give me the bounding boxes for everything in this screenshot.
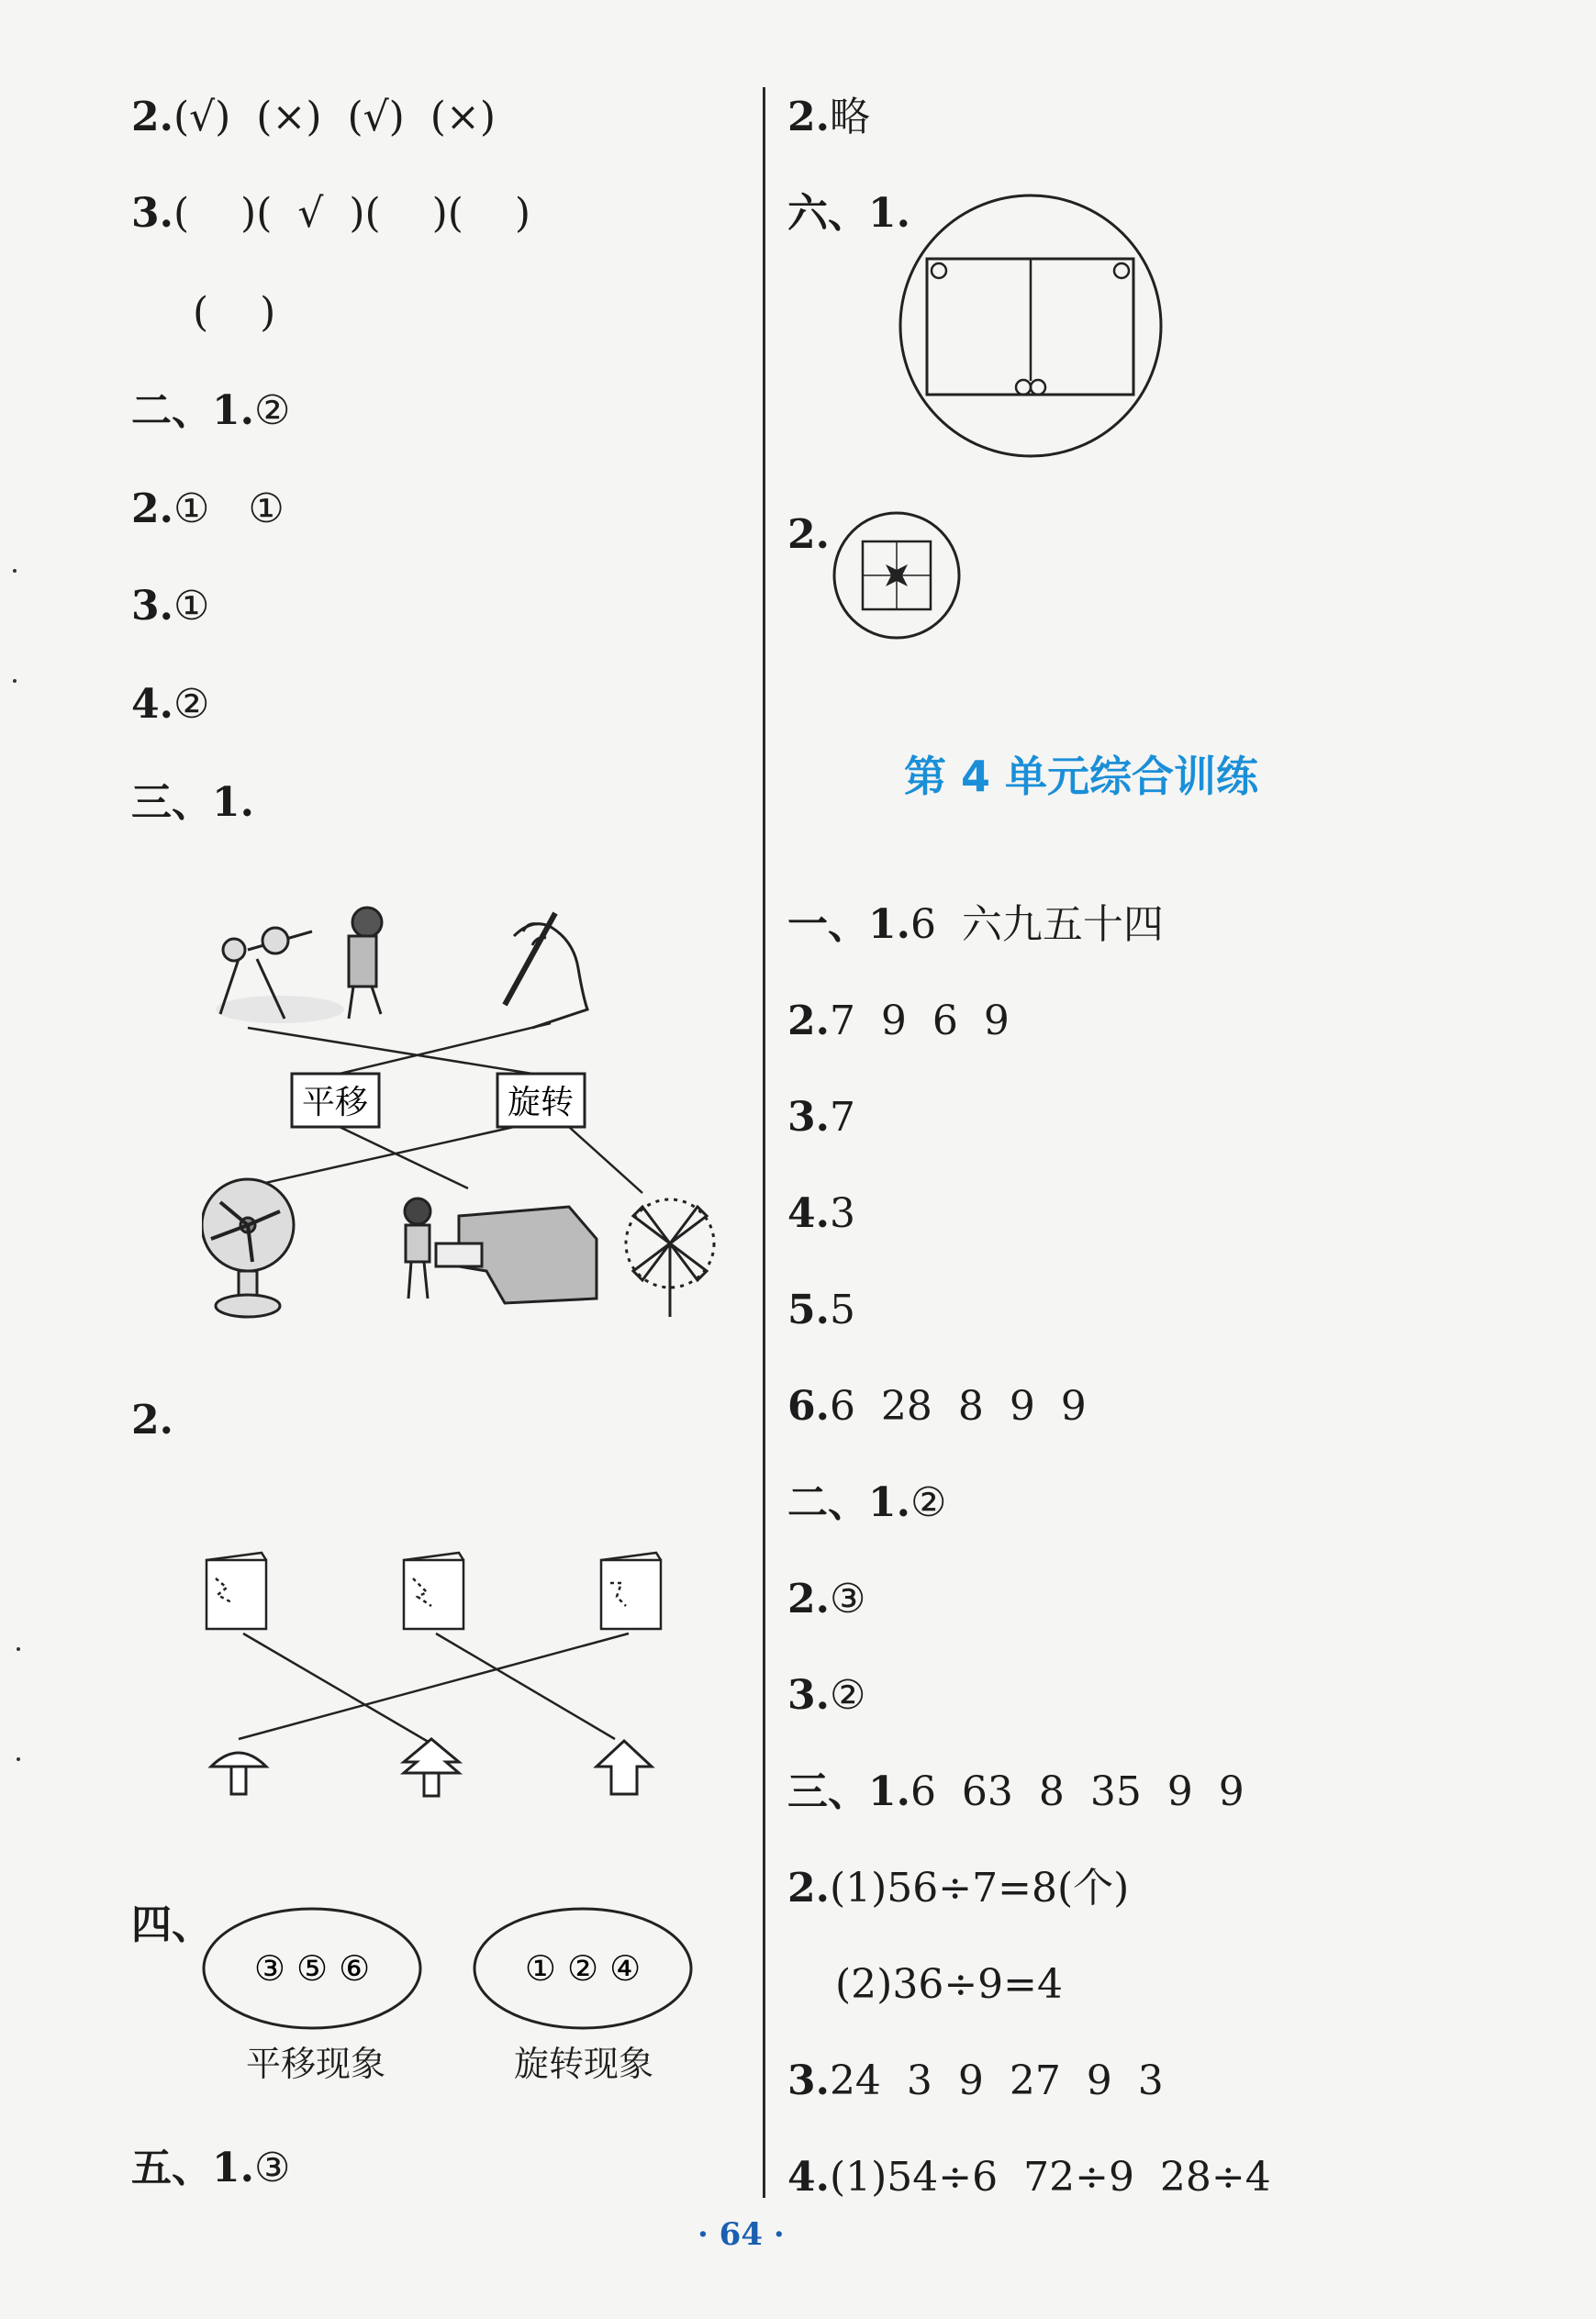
windmill-picture bbox=[626, 1199, 714, 1317]
caption-rotation: 旋转现象 bbox=[514, 2044, 654, 2084]
right-line-6: 3.7 bbox=[787, 1094, 855, 1141]
right-line-16: 3.24 3 9 27 9 3 bbox=[787, 2057, 1164, 2104]
caption-translation: 平移现象 bbox=[246, 2044, 386, 2084]
column-divider bbox=[763, 87, 765, 2198]
margin-dot bbox=[13, 679, 17, 683]
rotation-items: ① ② ④ bbox=[524, 1948, 642, 1989]
right-line-12: 3.② bbox=[787, 1672, 866, 1719]
left-line-5: 2.① ① bbox=[131, 485, 285, 532]
tree-shape bbox=[404, 1739, 459, 1796]
right-line-5: 2.7 9 6 9 bbox=[787, 998, 1010, 1044]
unit-title: 第 4 单元综合训练 bbox=[904, 752, 1259, 801]
left-line-4: 二、1.② bbox=[131, 387, 291, 434]
right-line-17: 4.(1)54÷6 72÷9 28÷4 bbox=[787, 2154, 1271, 2201]
folded-paper-3 bbox=[601, 1560, 661, 1629]
girl-drawer-picture bbox=[405, 1199, 597, 1303]
left-line-10: 四、 bbox=[131, 1901, 212, 1948]
circle-figure-1 bbox=[895, 193, 1170, 468]
margin-dot bbox=[13, 569, 17, 573]
right-line-2: 六、1. bbox=[787, 190, 910, 237]
hand-pen-picture bbox=[505, 913, 587, 1028]
mushroom-shape bbox=[211, 1753, 266, 1794]
left-line-9: 2. bbox=[131, 1397, 173, 1444]
right-line-14: 2.(1)56÷7=8(个) bbox=[787, 1865, 1130, 1912]
right-line-8: 5.5 bbox=[787, 1287, 855, 1333]
margin-dot bbox=[17, 1647, 20, 1651]
right-line-1: 2.略 bbox=[787, 94, 870, 140]
right-line-13: 三、1.6 63 8 35 9 9 bbox=[787, 1768, 1244, 1815]
arrow-shape bbox=[597, 1741, 652, 1794]
left-line-11: 五、1.③ bbox=[131, 2145, 291, 2191]
left-line-8: 三、1. bbox=[131, 779, 254, 826]
right-line-4: 一、1.6 六九五十四 bbox=[787, 901, 1164, 948]
right-line-9: 6.6 28 8 9 9 bbox=[787, 1383, 1087, 1430]
matching-figure-2 bbox=[193, 1542, 688, 1817]
margin-dot bbox=[17, 1757, 20, 1761]
left-line-6: 3.① bbox=[131, 583, 210, 630]
translation-items: ③ ⑤ ⑥ bbox=[253, 1948, 371, 1989]
fan-picture bbox=[202, 1179, 294, 1317]
circle-figure-2 bbox=[831, 509, 968, 647]
page-number: · 64 · bbox=[698, 2216, 785, 2253]
rotation-label: 旋转 bbox=[507, 1084, 575, 1121]
translation-label: 平移 bbox=[301, 1084, 369, 1121]
right-line-15: (2)36÷9=4 bbox=[835, 1961, 1064, 2008]
right-line-11: 2.③ bbox=[787, 1576, 866, 1622]
left-line-2: 3.( )( √ )( )( ) bbox=[131, 190, 531, 237]
matching-figure-1 bbox=[202, 895, 734, 1335]
right-line-10: 二、1.② bbox=[787, 1479, 947, 1526]
left-line-7: 4.② bbox=[131, 681, 210, 728]
left-line-1: 2.(√) (×) (√) (×) bbox=[131, 94, 496, 140]
left-line-3: ( ) bbox=[193, 289, 276, 336]
folded-paper-2 bbox=[404, 1560, 463, 1629]
folded-paper-1 bbox=[206, 1560, 266, 1629]
ellipses-figure bbox=[197, 1900, 711, 2037]
right-line-7: 4.3 bbox=[787, 1190, 855, 1237]
right-line-3: 2. bbox=[787, 511, 830, 558]
machine-picture bbox=[216, 908, 382, 1023]
